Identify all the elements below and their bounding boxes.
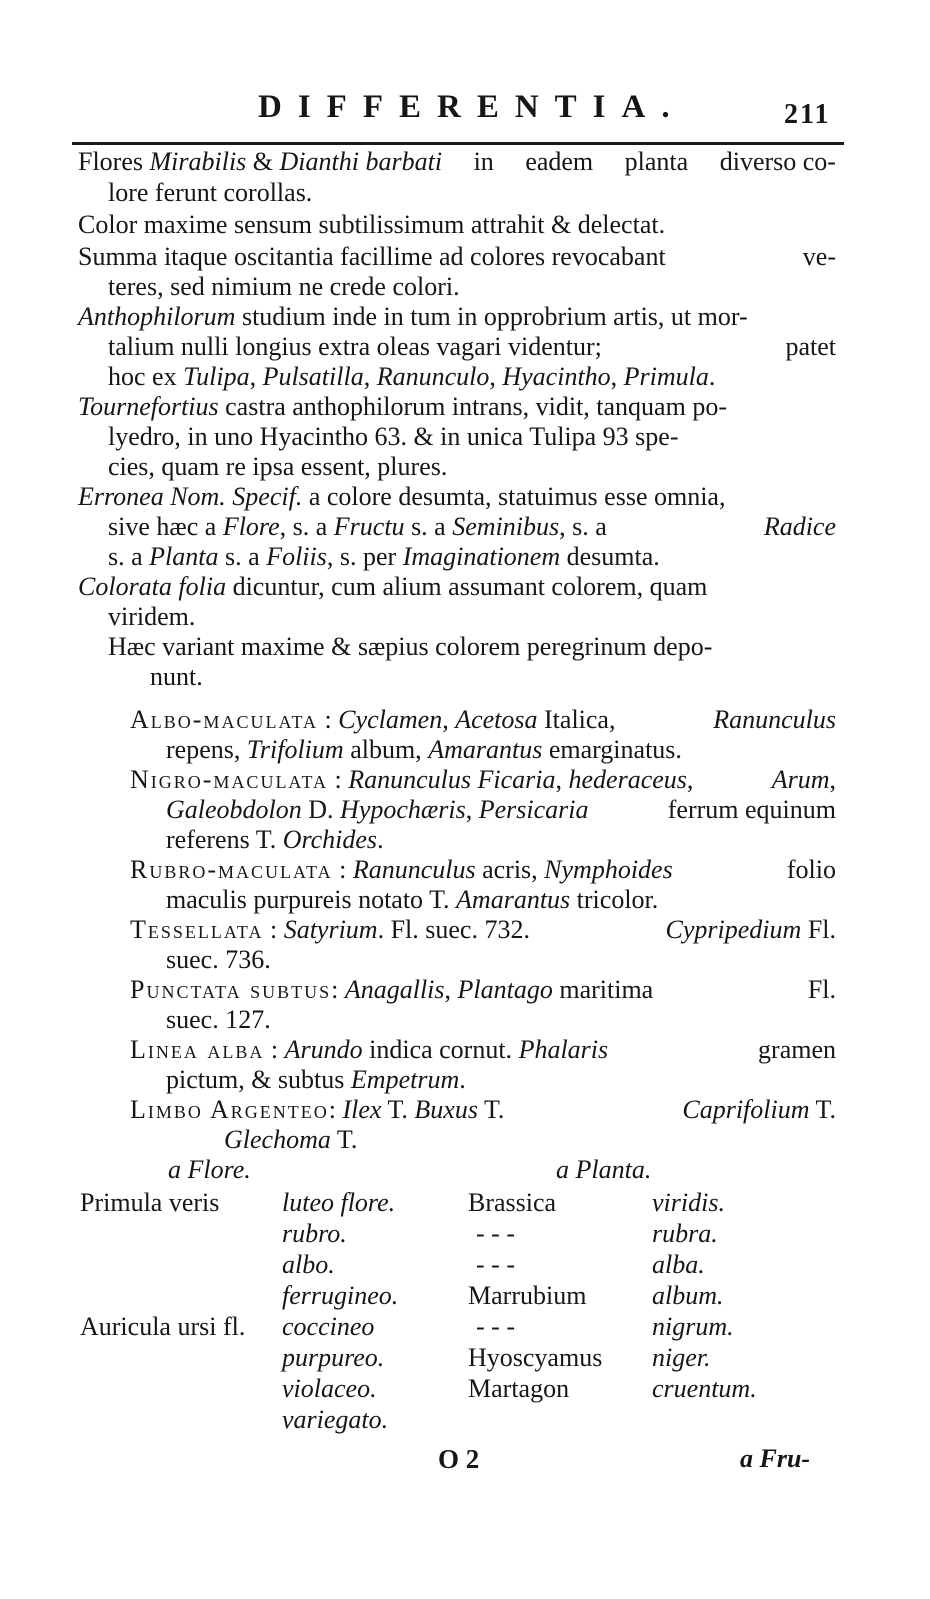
header-rule — [72, 142, 844, 145]
paragraph: Color maxime sensum subtilissimum attrahit & delectat. — [78, 210, 666, 239]
table-cell-name: Brassica — [468, 1188, 557, 1217]
signature-mark: O 2 — [438, 1444, 480, 1474]
page-number: 211 — [784, 99, 831, 130]
table-cell-name: Martagon — [468, 1374, 570, 1403]
running-head-title: DIFFERENTIA. — [258, 89, 686, 125]
table-cell-name: Marrubium — [468, 1281, 587, 1310]
table-cell-value: purpureo. — [282, 1343, 385, 1372]
table-cell-value: albo. — [282, 1250, 335, 1279]
table-cell-value: violaceo. — [282, 1374, 377, 1403]
table-cell-value: viridis. — [652, 1188, 725, 1217]
table-cell-name: Primula veris — [80, 1188, 220, 1217]
catchword: a Fru- — [740, 1444, 811, 1473]
table-cell-value: cruentum. — [652, 1374, 757, 1403]
table-cell-value: luteo flore. — [282, 1188, 396, 1217]
table-cell-value: alba. — [652, 1250, 705, 1279]
table-cell-value: niger. — [652, 1343, 711, 1372]
table-cell-value: ferrugineo. — [282, 1281, 399, 1310]
table-cell-value: album. — [652, 1281, 724, 1310]
table-heading-flore: a Flore. — [168, 1155, 251, 1184]
table-cell-name: Hyoscyamus — [468, 1343, 603, 1372]
table-cell-name: - - - — [476, 1250, 515, 1279]
table-cell-value: variegato. — [282, 1405, 389, 1434]
table-cell-value: rubra. — [652, 1219, 718, 1248]
table-cell-name: - - - — [476, 1219, 515, 1248]
book-page: DIFFERENTIA. 211 Flores Mirabilis & Dianthi barbati in eadem planta diverso co- lore ferunt corollas. Color maxime sensum subtilissimum attrahit & delectat. Summa itaque oscitantia facillime ad colores revocabant ve- teres, sed nimium ne crede colori. Anthophilorum studium inde in tum in opprobrium artis, ut mor- talium nulli longius extra oleas vagari videntur; patet hoc ex Tulipa, Pulsatilla, Ranunculo, Hyacintho, Primula. Tournefortius castra anthophilorum intrans, vidit, tanquam po- lyedro, in uno Hyacintho 63. & in unica Tulipa 93 spe- cies, quam re ipsa essent, plures. Erronea Nom. Specif. a colore desumta, statuimus esse omnia, sive hæc a Flore, s. a Fructu s. a Seminibus, s. a Radice s. a Planta s. a Foliis, s. per Imaginationem desumta. Colorata folia dicuntur, cum alium assumant colorem, quam viridem. Hæc variant maxime & sæpius colorem peregrinum depo- nunt. Albo-maculata : Cyclamen, Acetosa Italica, Ranunculus repens, Trifolium album, Amarantus emarginatus. Nigro-maculata : Ranunculus Ficaria, hederaceus, Arum, Galeobdolon D. Hypochæris, Persicaria ferrum equinum referens T. Orchides. Rubro-maculata : Ranunculus acris, Nymphoides folio maculis purpureis notato T. Amarantus tricolor. Tessellata : Satyrium. Fl. suec. 732. Cypripedium Fl. suec. 736. Punctata subtus: Anagallis, Plantago maritima Fl. suec. 127. Linea alba : Arundo indica cornut. Phalaris gramen pictum, & subtus Empetrum. Limbo Argenteo: Ilex T. Buxus T. Caprifolium T. Glechoma T. a Flore. a Planta. Primula veris luteo flore. rubro. albo. ferrugineo. Auricula ursi fl. coccineo purpureo. violaceo. variegato. Brassica viridis. - - - rubra. - - - alba. Marrubium album. - - - nigrum. Hyoscyamus niger. Martagon cruentum. O 2 a Fru- — [0, 0, 930, 1599]
table-cell-name: Auricula ursi fl. — [80, 1312, 246, 1341]
table-cell-value: rubro. — [282, 1219, 347, 1248]
table-cell-name: - - - — [476, 1312, 515, 1341]
table-cell-value: coccineo — [282, 1312, 375, 1341]
table-heading-planta: a Planta. — [556, 1155, 652, 1184]
table-cell-value: nigrum. — [652, 1312, 734, 1341]
